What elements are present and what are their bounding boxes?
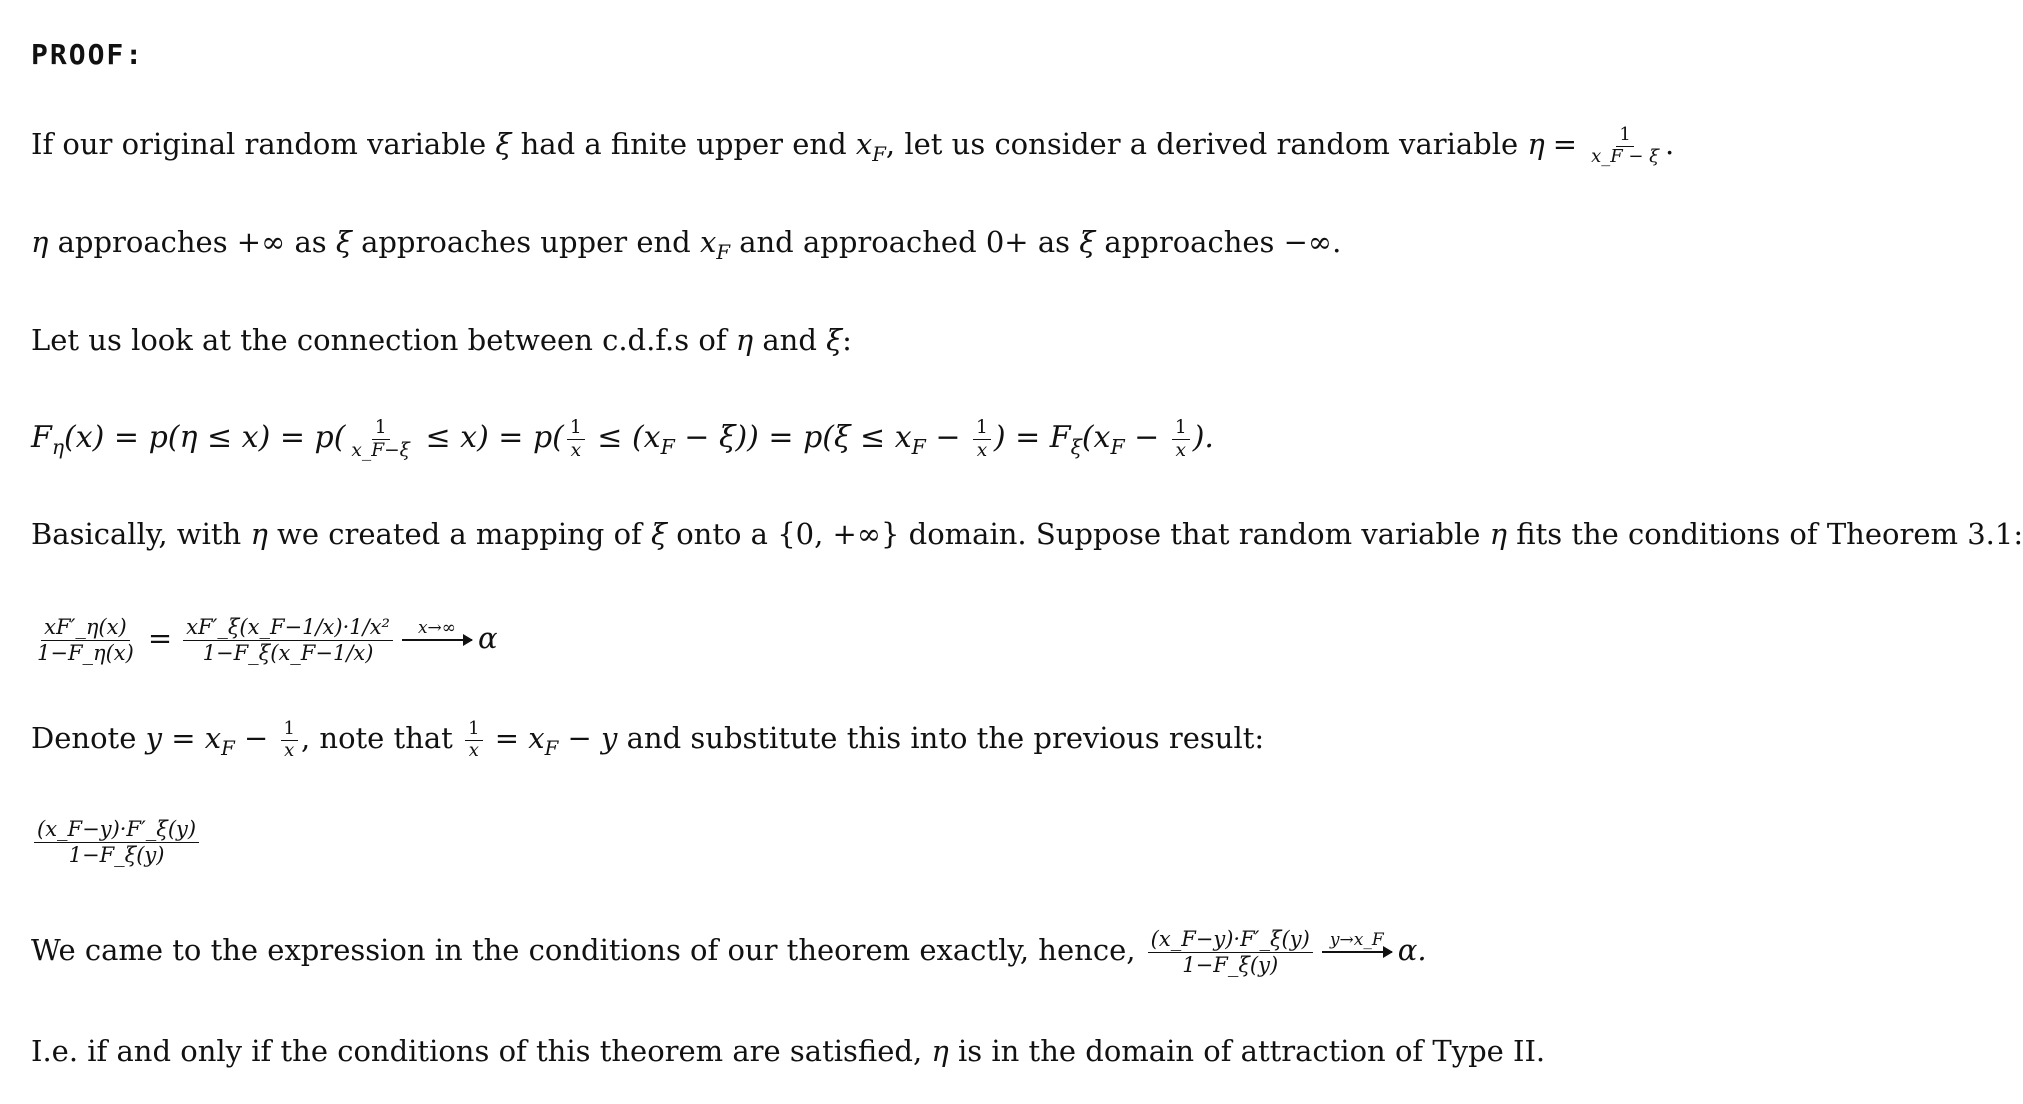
math-minus: − (234, 721, 278, 755)
text: We came to the expression in the conditions of our theorem exactly, hence, (31, 933, 1145, 967)
text: Denote (31, 721, 146, 755)
arrow-shaft (1322, 951, 1392, 953)
math-eta: η (1489, 517, 1508, 551)
math-limit: α. (1397, 933, 1427, 967)
math-equals: = (485, 721, 529, 755)
math-eta: η (1527, 127, 1545, 161)
fraction-denominator: 1−F_ξ(y) (68, 842, 165, 867)
math-F: F (31, 420, 52, 456)
math-sub: η (51, 435, 65, 460)
math-x: x (855, 127, 873, 161)
math-segment: ) = F (993, 420, 1071, 456)
fraction-denominator: x_F − ξ (1591, 145, 1660, 167)
arrow-label: x→∞ (417, 617, 456, 638)
math-minus: − (558, 721, 602, 755)
math-xi: ξ (335, 225, 352, 259)
math-eta: η (31, 225, 49, 259)
equals-sign: = (147, 621, 173, 655)
text: approaches upper end (351, 225, 700, 259)
text: we created a mapping of (267, 517, 651, 551)
math-xi: ξ (826, 323, 843, 357)
math-sub: F (1110, 435, 1125, 460)
fraction-numerator: 1 (465, 720, 482, 741)
fraction-numerator: (x_F−y)·F′_ξ(y) (34, 818, 199, 842)
fraction-numerator: 1 (281, 720, 298, 741)
math-x: x (528, 721, 545, 755)
text: Basically, with (31, 517, 251, 551)
math-segment: − (925, 420, 971, 456)
math-y: y (145, 721, 162, 755)
math-segment: ≤ (x (587, 420, 661, 456)
fraction-numerator: xF′_ξ(x_F−1/x)·1/x² (183, 616, 393, 640)
paragraph-cdf-connection (31, 320, 852, 360)
math-sub: F (660, 435, 675, 460)
text: approaches −∞. (1095, 225, 1342, 259)
text: , note that (300, 721, 463, 755)
fraction-denominator: 1−F_η(x) (37, 640, 134, 665)
text: fits the conditions of Theorem 3.1: (1507, 517, 2023, 551)
text: had a finite upper end (511, 127, 856, 161)
math-domain: {0, +∞} (777, 517, 900, 551)
fraction-eta-definition (1588, 123, 1662, 167)
equation-limit-ratio (31, 608, 498, 668)
fraction (281, 717, 298, 761)
limit-arrow (402, 617, 472, 661)
math-sub: F (911, 435, 926, 460)
paragraph-substitution (31, 718, 1264, 760)
math-segment: − (1124, 420, 1169, 456)
math-limit: α (477, 621, 498, 655)
fraction-numerator: 1 (973, 418, 991, 440)
arrow-shaft (402, 639, 472, 641)
fraction (348, 418, 413, 460)
text: , let us consider a derived random variable (885, 127, 1528, 161)
math-x: x (204, 721, 222, 755)
math-segment: ≤ x) = p( (415, 420, 564, 456)
math-eta: η (250, 517, 268, 551)
fraction-denominator: x (976, 439, 988, 461)
math-y: y (601, 721, 618, 755)
math-sub-F: F (872, 142, 886, 166)
math-sub-F: F (716, 240, 730, 264)
paragraph-derived-variable (31, 124, 1674, 166)
fraction-numerator: xF′_η(x) (41, 616, 130, 640)
text: and (753, 323, 827, 357)
math-xi: ξ (495, 127, 512, 161)
math-xi: ξ (651, 517, 667, 551)
fraction-denominator: x (284, 739, 295, 761)
math-segment: (x) = p(η ≤ x) = p( (64, 420, 346, 456)
text: and substitute this into the previous result: (617, 721, 1265, 755)
fraction-substituted (34, 818, 199, 865)
equals-sign: = (1552, 127, 1578, 161)
equation-cdf-chain (31, 418, 1214, 460)
paragraph-limits (31, 222, 1341, 262)
fraction-expression (1148, 928, 1313, 975)
text: approaches +∞ as (48, 225, 336, 259)
limit-arrow (1322, 929, 1392, 973)
math-sub-F: F (544, 736, 559, 760)
text: domain. Suppose that random variable (899, 517, 1490, 551)
fraction-denominator: x_F−ξ (351, 439, 410, 461)
fraction-numerator: 1 (372, 418, 390, 440)
fraction-left (34, 616, 137, 663)
math-eta: η (931, 1034, 949, 1068)
fraction-denominator: 1−F_ξ(x_F−1/x) (202, 640, 374, 665)
fraction-right (183, 616, 393, 663)
text: : (842, 323, 852, 357)
paragraph-conclusion (31, 920, 1427, 980)
text: Let us look at the connection between c.d.f.s of (31, 323, 736, 357)
fraction-numerator: 1 (1616, 126, 1633, 147)
math-x: x (699, 225, 717, 259)
fraction-denominator: x (570, 439, 582, 461)
text: I.e. if and only if the conditions of this theorem are satisfied, (31, 1034, 932, 1068)
fraction (465, 717, 482, 761)
period: . (1665, 127, 1675, 161)
math-sub-F: F (221, 736, 235, 760)
text: onto a (666, 517, 778, 551)
text: is in the domain of attraction of Type II. (948, 1034, 1546, 1068)
fraction (1172, 418, 1190, 460)
math-segment: ). (1192, 420, 1214, 456)
math-segment: (x (1081, 420, 1111, 456)
fraction-denominator: 1−F_ξ(y) (1182, 952, 1279, 977)
paragraph-mapping (31, 514, 2023, 554)
fraction-denominator: x (1175, 439, 1187, 461)
arrow-label: y→x_F (1329, 929, 1384, 950)
fraction-numerator: 1 (1172, 418, 1190, 440)
fraction-numerator: 1 (567, 418, 585, 440)
fraction (973, 418, 991, 460)
text: If our original random variable (31, 127, 496, 161)
math-eta: η (735, 323, 754, 357)
fraction-denominator: x (468, 739, 479, 761)
fraction (567, 418, 585, 460)
math-segment: − ξ)) = p(ξ ≤ x (674, 420, 912, 456)
proof-heading: PROOF: (31, 38, 145, 71)
math-xi: ξ (1079, 225, 1096, 259)
text: and approached 0+ as (730, 225, 1080, 259)
fraction-numerator: (x_F−y)·F′_ξ(y) (1148, 928, 1313, 952)
math-equals: = (161, 721, 205, 755)
math-sub: ξ (1070, 435, 1082, 460)
paragraph-final (31, 1031, 1545, 1071)
equation-substituted (31, 810, 202, 870)
